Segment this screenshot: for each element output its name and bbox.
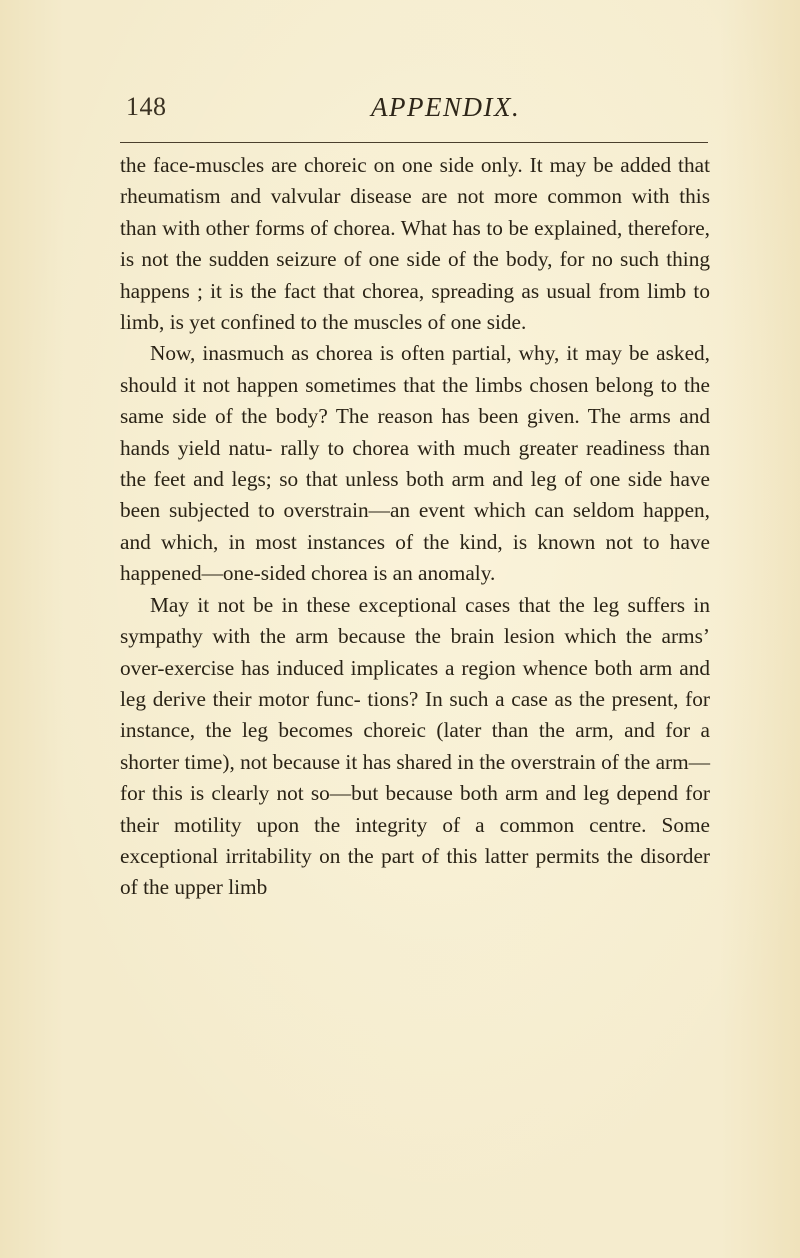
header-rule <box>120 142 708 143</box>
body-text <box>120 150 710 904</box>
page-header <box>126 92 707 132</box>
running-head: APPENDIX. <box>371 92 521 122</box>
page-number: 148 <box>126 92 167 121</box>
paragraph-2: Now, inasmuch as chorea is often partial, why, it may be asked, should it not happen sometimes that the limbs chosen belong to the same side of the body? The reason has been given. The arms and hands yield natu- rally to chorea with much greater readiness than the feet and legs; so that unless both arm and leg of one side have been subjected to overstrain—an event which can seldom happen, and which, in most instances of the kind, is known not to have happened—one-sided chorea is an anomaly. <box>120 341 710 586</box>
paragraph-1: the face-muscles are choreic on one side only. It may be added that rheumatism and valvular disease are not more common with this than with other forms of chorea. What has to be explained, therefore, is not the sudden seizure of one side of the body, for no such thing happens ; it is the fact that chorea, spreading as usual from limb to limb, is yet confined to the muscles of one side. <box>120 153 710 335</box>
paragraph-3: May it not be in these exceptional cases that the leg suffers in sympathy with the arm because the brain lesion which the arms’ over-exercise has induced implicates a region whence both arm and leg derive their motor func- tions? In such a case as the present, for instance, the leg becomes choreic (later than the arm, and for a shorter time), not because it has shared in the overstrain of the arm—for this is clearly not so—but because both arm and leg depend for their motility upon the integrity of a common centre. Some exceptional irritability on the part of this latter permits the disorder of the upper limb <box>120 592 710 900</box>
